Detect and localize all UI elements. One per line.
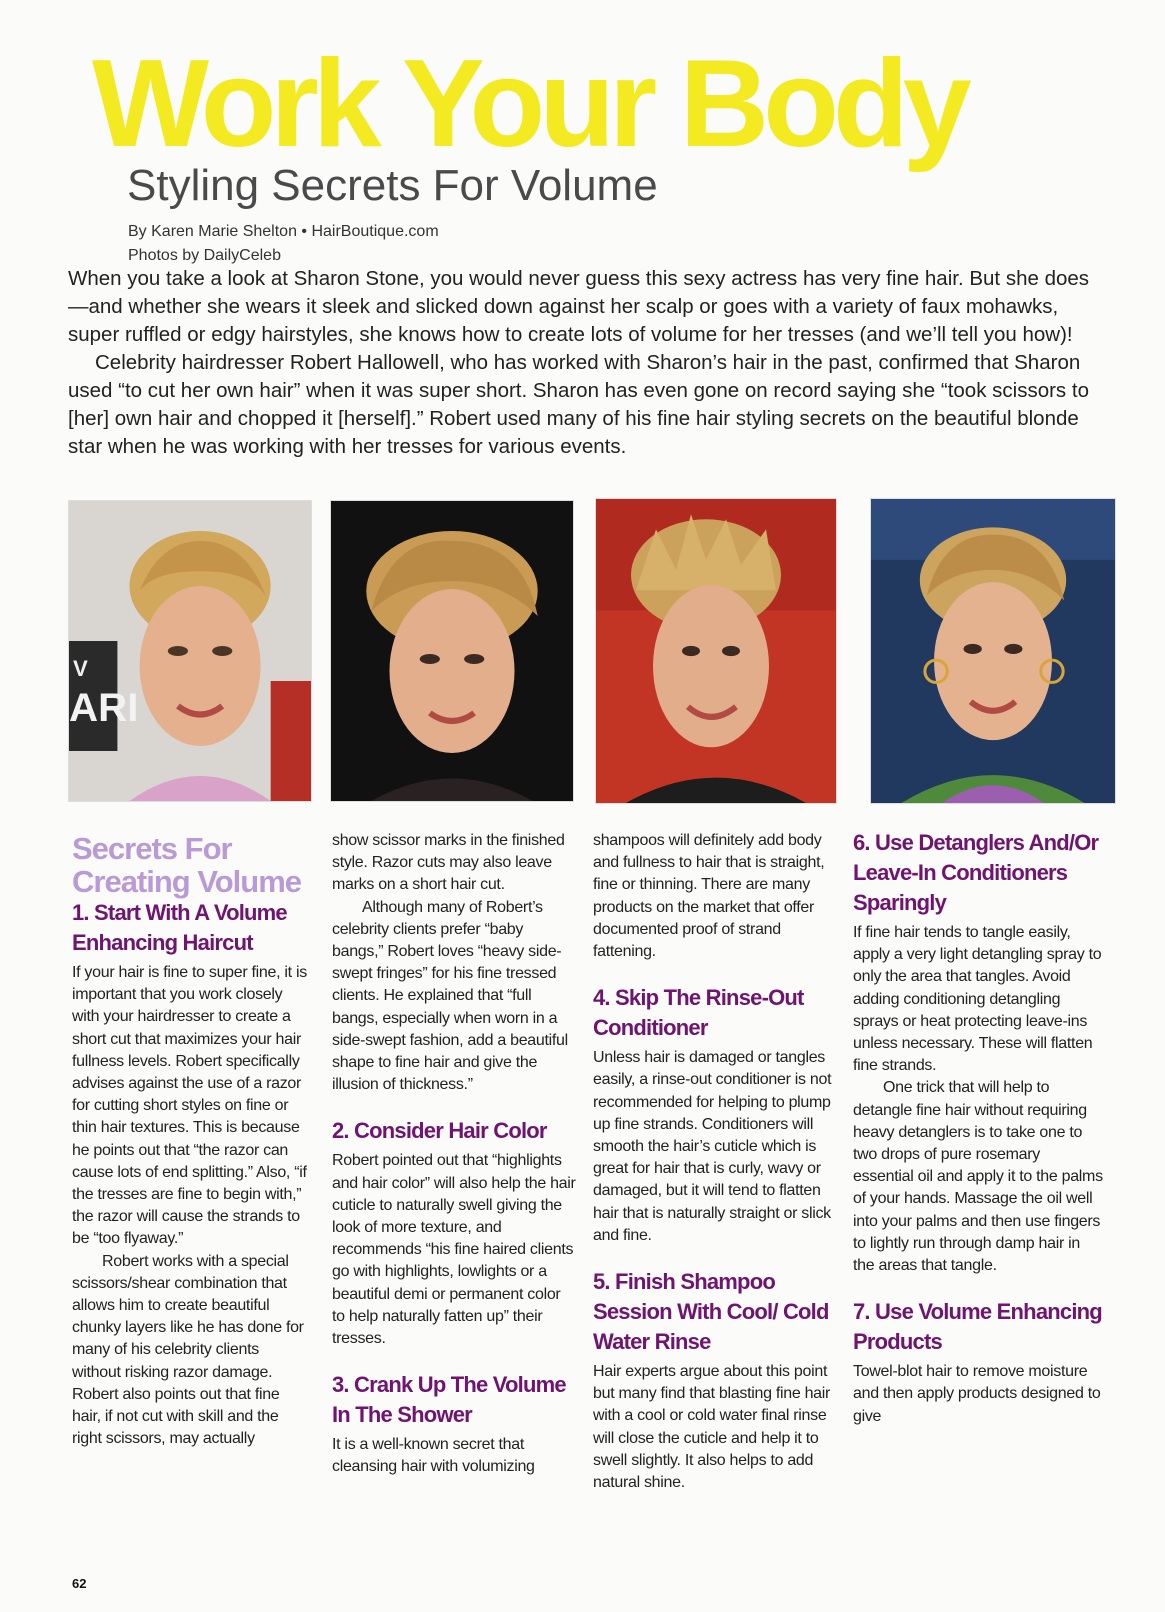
intro-paragraph-2: Celebrity hairdresser Robert Hallowell, who has worked with Sharon’s hair in the past, confirmed that Sharon used “to cut her own hair” when it was super short. Sharon has even gone on record saying she “took scissors to [her] own hair and chopped it [herself].” Robert used many of his fine hair styling secrets on the beautiful blonde star when he was working with her tresses for various events.	[68, 351, 1089, 458]
article-column-2	[332, 830, 577, 1479]
section-6-paragraph-1: If fine hair tends to tangle easily, apply a very light detangling spray to only the area that tangles. Avoid adding conditioning detangling sprays or heat protecting leave-ins unless necessary. These will flatten fine strands.	[853, 924, 1102, 1075]
byline-block	[128, 220, 439, 268]
photo-credit: Photos by DailyCeleb	[128, 247, 281, 264]
section-heading-5: 5. Finish Shampoo Session With Cool/ Cold Water Rinse	[593, 1269, 829, 1355]
article-title: Work Your Body	[92, 35, 966, 173]
section-heading-7: 7. Use Volume Enhancing Products	[853, 1299, 1102, 1355]
author-byline: By Karen Marie Shelton • HairBoutique.com	[128, 223, 439, 240]
article-column-4	[853, 828, 1103, 1428]
section-3-paragraph: It is a well-known secret that cleansing hair with volumizing	[332, 1436, 535, 1476]
section-heading-4: 4. Skip The Rinse-Out Conditioner	[593, 985, 804, 1041]
section-heading-1: 1. Start With A Volume Enhancing Haircut	[72, 900, 287, 955]
celebrity-photo-1	[68, 500, 312, 802]
celebrity-photo-2	[330, 500, 574, 802]
intro-paragraph-1: When you take a look at Sharon Stone, you would never guess this sexy actress has very fine hair. But she does—and whether she wears it sleek and slicked down against her scalp or goes with a variety of faux mohawks, super ruffled or edgy hairstyles, she knows how to create lots of volume for her tresses (and we’ll tell you how)!	[68, 267, 1090, 346]
section-heading-6: 6. Use Detanglers And/Or Leave-In Conditioners Sparingly	[853, 830, 1099, 915]
section-5-paragraph: Hair experts argue about this point but many find that blasting fine hair with a cool or cold water final rinse will close the cuticle and help it to swell slightly. It also helps to add natural shine.	[593, 1363, 831, 1492]
section-6-paragraph-2: One trick that will help to detangle fine hair without requiring heavy detanglers is to take one to two drops of pure rosemary essential oil and apply it to the palms of your hands. Massage the oil well into your palms and then use fingers to lightly run through damp hair in the areas that tangle.	[853, 1079, 1103, 1275]
column-3-paragraph-1: shampoos will definitely add body and fullness to hair that is straight, fine or thinning. There are many products on the market that offer documented proof of strand fattening.	[593, 832, 825, 961]
secrets-title: Secrets For Creating Volume	[72, 831, 302, 899]
page-number: 62	[72, 1576, 87, 1591]
section-heading-3: 3. Crank Up The Volume In The Shower	[332, 1372, 566, 1428]
celebrity-photo-4	[870, 498, 1116, 804]
section-2-paragraph: Robert pointed out that “highlights and hair color” will also help the hair cuticle to naturally swell giving the look of more texture, and recommends “his fine haired clients go with highlights, lowlights or a beautiful demi or permanent color to help naturally fatten up” their tresses.	[332, 1152, 576, 1348]
article-column-3	[593, 830, 833, 1494]
section-1-paragraph-1: If your hair is fine to super fine, it is important that you work closely with your hairdresser to create a short cut that maximizes your hair fullness levels. Robert specifically advises against the use of a razor for cutting short styles on fine or thin hair textures. This is because he points out that “the razor can cause lots of end splitting.” Also, “if the tresses are fine to begin with,” the razor will cause the strands to be “too flyaway.”	[72, 964, 307, 1248]
section-1-paragraph-2: Robert works with a special scissors/shear combination that allows him to create beautiful chunky layers like he has done for many of his celebrity clients without risking razor damage. Robert also points out that fine hair, if not cut with skill and the right scissors, may actually	[72, 1252, 304, 1448]
section-7-paragraph: Towel-blot hair to remove moisture and then apply products designed to give	[853, 1363, 1101, 1425]
article-column-1	[72, 832, 310, 1450]
article-subtitle: Styling Secrets For Volume	[127, 161, 658, 210]
column-2-paragraph-1: show scissor marks in the finished style. Razor cuts may also leave marks on a short hair cut.	[332, 832, 565, 894]
section-heading-2: 2. Consider Hair Color	[332, 1118, 547, 1144]
section-4-paragraph: Unless hair is damaged or tangles easily, a rinse-out conditioner is not recommended for helping to plump up fine strands. Conditioners will smooth the hair’s cuticle which is great for hair that is curly, wavy or damaged, but it will tend to flatten hair that is naturally straight or slick and fine.	[593, 1049, 832, 1244]
svg-text:V: V	[73, 656, 88, 681]
svg-text:ARI: ARI	[69, 685, 139, 730]
intro-text	[68, 265, 1108, 461]
celebrity-photo-3	[595, 498, 837, 804]
column-2-paragraph-2: Although many of Robert’s celebrity clients prefer “baby bangs,” Robert loves “heavy side-swept fringes” for his fine tressed clients. He explained that “full bangs, especially when worn in a side-swept fashion, add a beautiful shape to fine hair and give the illusion of thickness.”	[332, 898, 568, 1094]
